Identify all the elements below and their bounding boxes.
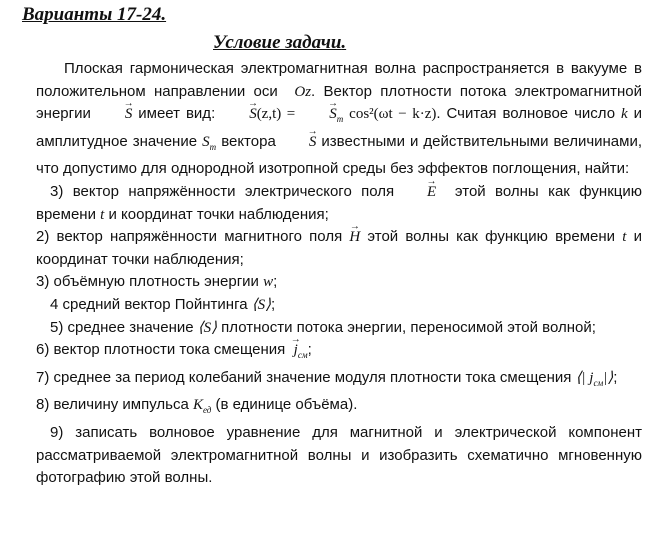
h-vector-symbol: → H xyxy=(349,226,360,249)
formula-sub: m xyxy=(336,114,344,125)
intro-line2: . Вектор плотности потока электромагнитной энергии xyxy=(36,82,642,123)
list-item: 9) записать волновое уравнение для магнитной и электрической компонент рассматриваемой электромагнитной волны и изобразить схематично мгновенную фотографию этой волны. xyxy=(36,423,642,487)
list-item: 6) вектор плотности тока смещения → $j_{см}$; xyxy=(36,339,642,367)
list-item: 3) вектор напряжённости электрического поля → E этой волны как функцию времени t и координат точки наблюдения; xyxy=(36,181,642,226)
formula-s: → S xyxy=(221,103,257,126)
formula-lhs: (z,t) = xyxy=(256,106,296,123)
list-item: 4 средний вектор Пойнтинга ⟨S⟩; xyxy=(50,295,276,313)
intro-paragraph xyxy=(36,58,642,181)
intro-line7: известными и действительными величинами, что допустимо для однородной изотропной среды без эффектов поглощения, найти: xyxy=(36,132,642,178)
vector-s-symbol-2: → S xyxy=(281,131,317,154)
e-vector-symbol: → E xyxy=(413,181,436,204)
intro-line6: вектора xyxy=(221,132,276,150)
intro-line1: Плоская гармоническая электромагнитная волна распространяется в вакууме в положительном направлении оси xyxy=(36,60,642,100)
intro-line5: и амплитудное значение xyxy=(36,105,642,150)
list-item: 5) среднее значение ⟨S⟩ плотности потока энергии, переносимой этой волной; xyxy=(50,318,596,336)
intro-line3: имеет вид: xyxy=(138,105,216,123)
formula-sm: → S xyxy=(301,103,337,126)
k-symbol: k xyxy=(620,106,628,123)
intro-line4: . Считая волновое число xyxy=(436,105,616,123)
sm-symbol: $S_m$ xyxy=(202,133,217,152)
list-item: 2) вектор напряжённости магнитного поля → H этой волны как функцию времени t и координат точки наблюдения; xyxy=(36,226,642,271)
variants-heading: Варианты 17-24. xyxy=(22,4,167,25)
condition-heading: Условие задачи. xyxy=(213,32,347,53)
formula xyxy=(221,105,437,125)
list-item: 3) объёмную плотность энергии w; xyxy=(36,273,278,291)
vector-s-symbol: → S xyxy=(97,103,133,126)
formula-rhs: cos²(ωt − k·z) xyxy=(349,106,437,123)
list-item: 8) величину импульса $K_{ед}$ (в единице объёма). xyxy=(36,396,358,416)
list-item: 7) среднее за период колебаний значение модуля плотности тока смещения ⟨| $j_{см}|⟩$; xyxy=(36,368,618,388)
problem-text xyxy=(36,58,642,490)
condition-heading-text: Условие задачи xyxy=(213,32,342,53)
axis-label: Oz xyxy=(294,83,312,100)
